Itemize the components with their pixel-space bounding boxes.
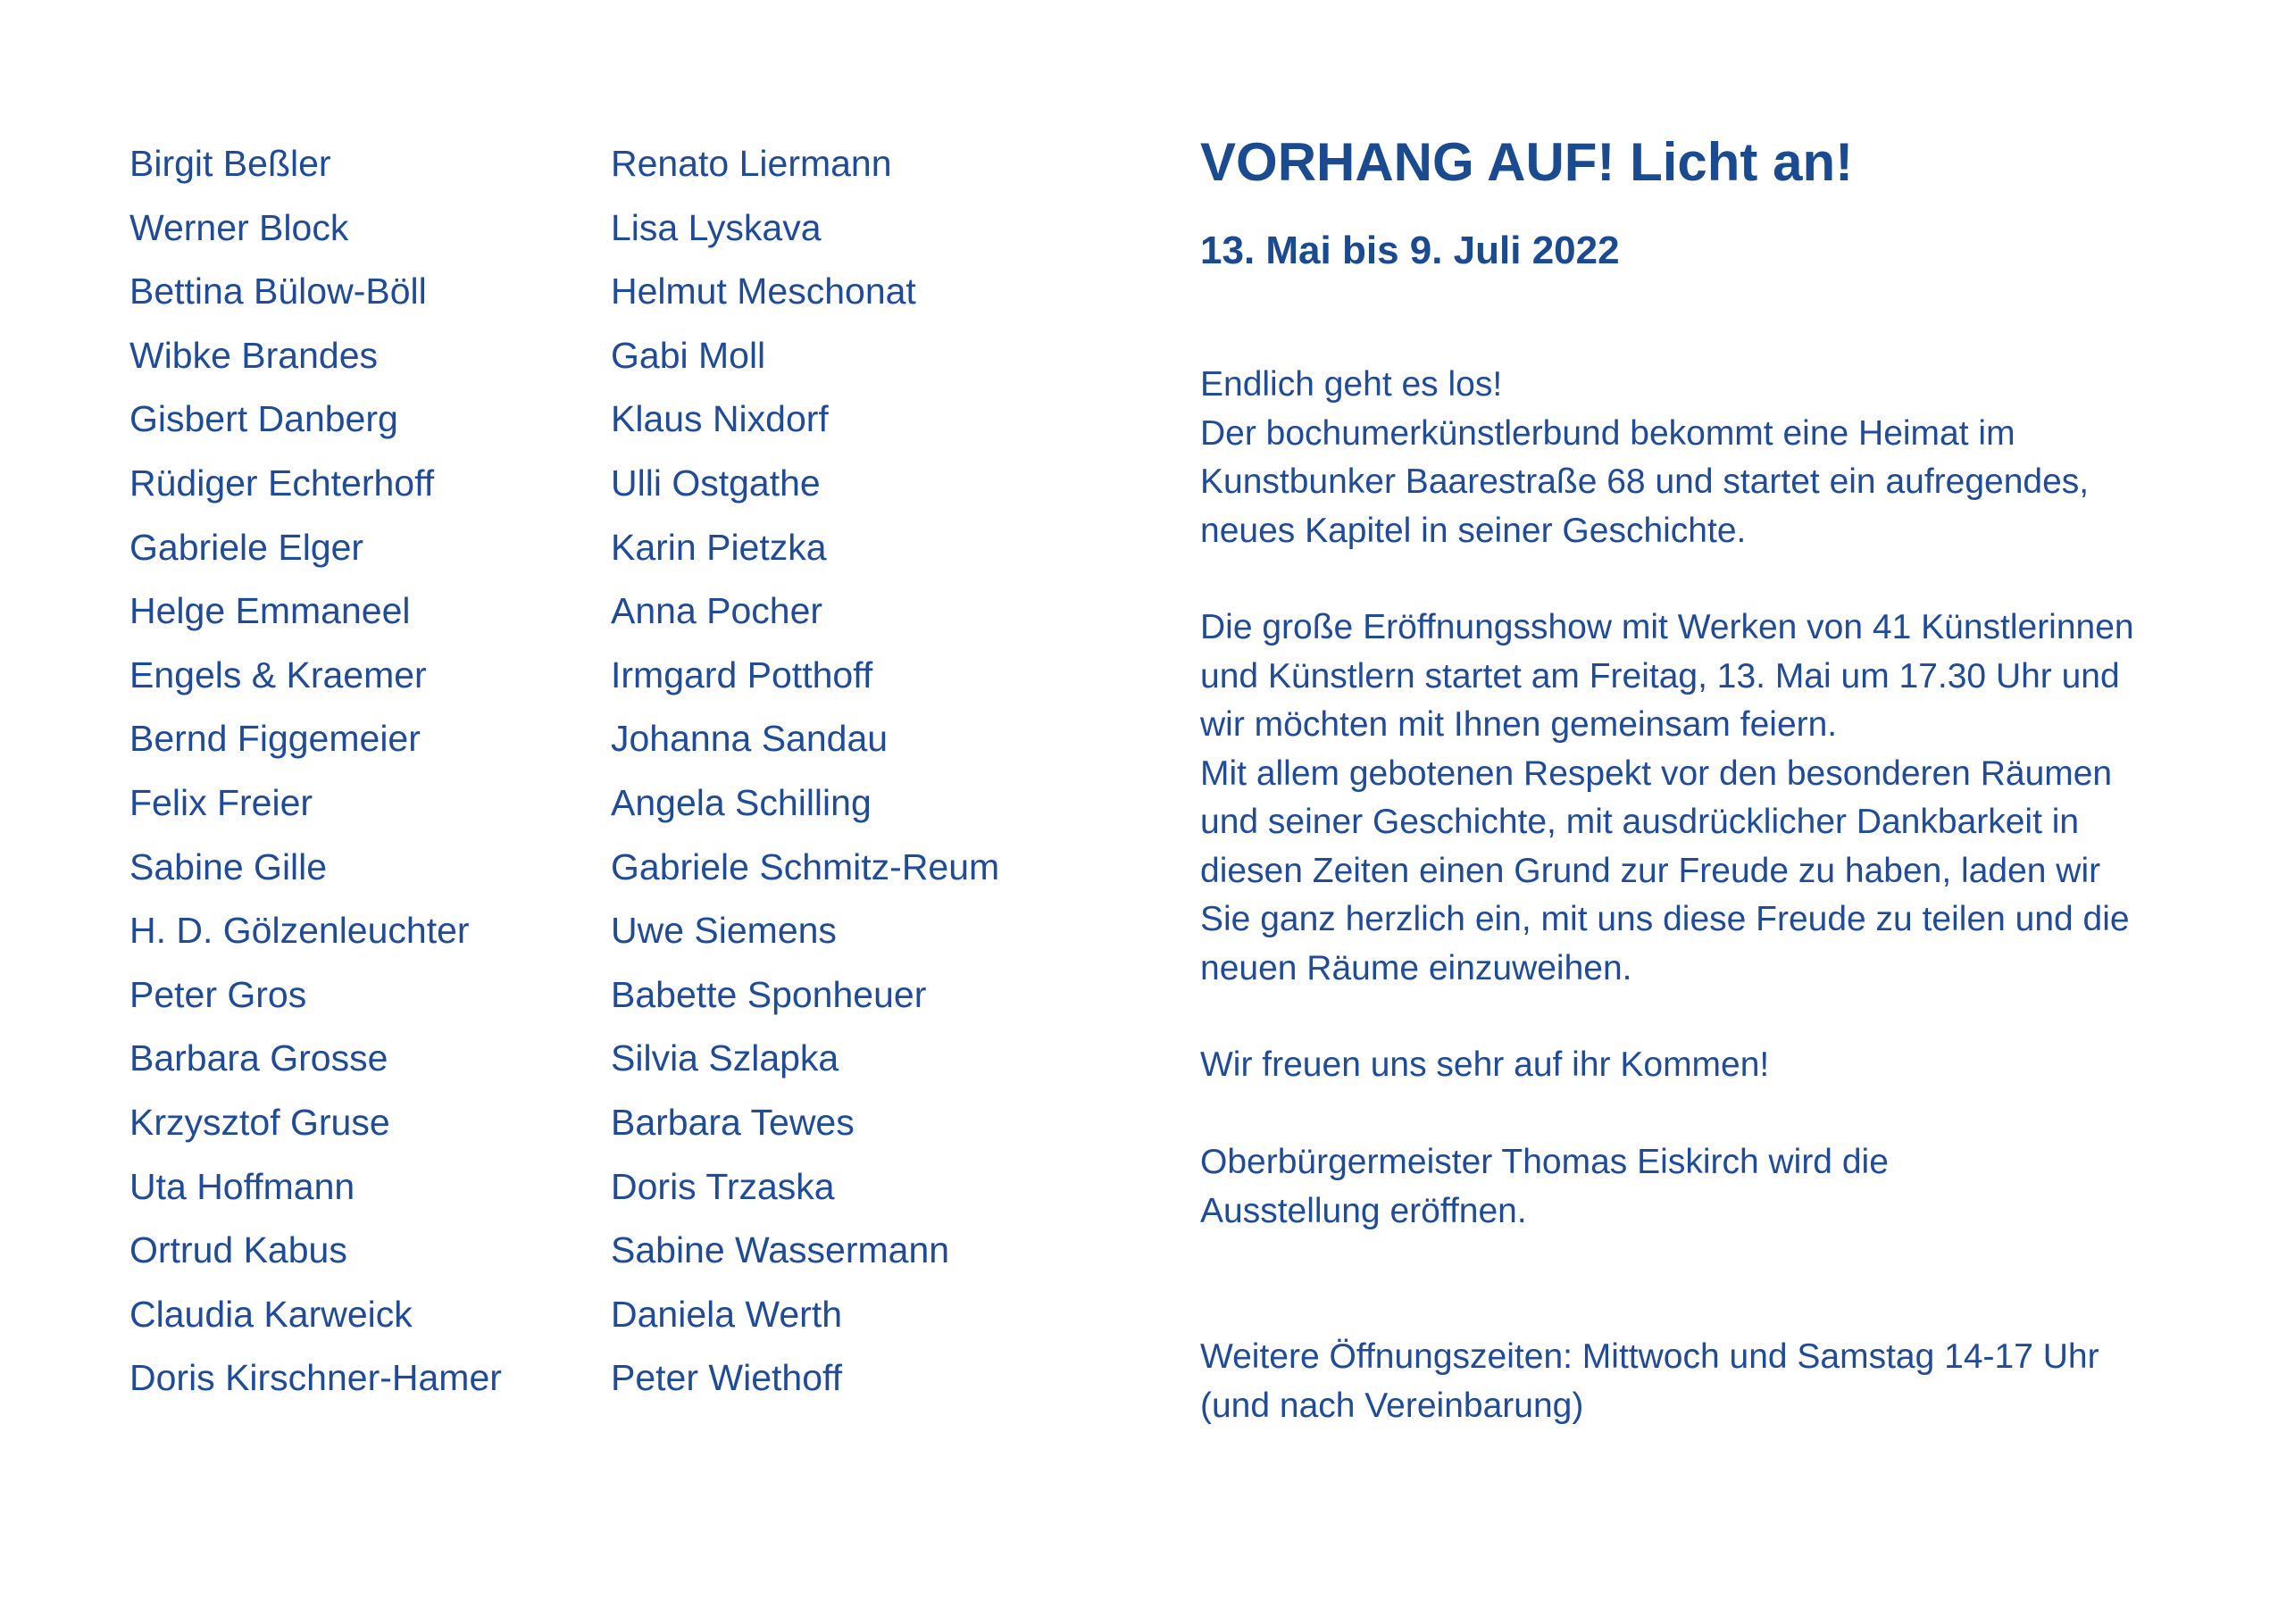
- artist-name: Gisbert Danberg: [129, 398, 398, 440]
- artist-name: Doris Trzaska: [611, 1165, 835, 1207]
- artist-name: Silvia Szlapka: [611, 1037, 839, 1079]
- text-line: und seiner Geschichte, mit ausdrücklicher Dankbarkeit in: [1200, 803, 2080, 841]
- artist-name: Bernd Figgemeier: [129, 718, 421, 760]
- artist-name: Johanna Sandau: [611, 718, 889, 760]
- artist-name: Uta Hoffmann: [129, 1165, 355, 1207]
- exhibition-dates: 13. Mai bis 9. Juli 2022: [1200, 229, 1620, 272]
- artist-name: Gabriele Elger: [129, 526, 364, 568]
- artist-name: Krzysztof Gruse: [129, 1101, 390, 1143]
- mayor-paragraph: [1200, 1138, 1889, 1236]
- artist-name: Bettina Bülow-Böll: [129, 271, 427, 312]
- artist-name: Lisa Lyskava: [611, 206, 822, 248]
- text-line: Die große Eröffnungsshow mit Werken von 41 Künstlerinnen: [1200, 608, 2134, 646]
- artist-name: Uwe Siemens: [611, 910, 837, 952]
- closing-paragraph: [1200, 1041, 1769, 1090]
- text-line: Wir freuen uns sehr auf ihr Kommen!: [1200, 1045, 1770, 1084]
- artist-name: Werner Block: [129, 206, 349, 248]
- artist-name: Gabriele Schmitz-Reum: [611, 845, 1000, 887]
- artist-list-column-1: [129, 132, 576, 1411]
- artist-name: Birgit Beßler: [129, 143, 331, 184]
- artist-name: Wibke Brandes: [129, 334, 379, 376]
- text-line: Endlich geht es los!: [1200, 365, 1503, 404]
- artist-name: Angela Schilling: [611, 781, 872, 823]
- opening-hours-paragraph: [1200, 1333, 2099, 1430]
- artist-name: Ortrud Kabus: [129, 1229, 347, 1271]
- artist-name: Claudia Karweick: [129, 1293, 413, 1335]
- text-line: Mit allem gebotenen Respekt vor den besonderen Räumen: [1200, 754, 2113, 793]
- text-line: neuen Räume einzuweihen.: [1200, 948, 1632, 987]
- artist-name: Doris Kirschner-Hamer: [129, 1357, 502, 1399]
- artist-name: Barbara Grosse: [129, 1037, 388, 1079]
- text-line: Der bochumerkünstlerbund bekommt eine Heimat im: [1200, 413, 2015, 453]
- artist-name: Gabi Moll: [611, 334, 766, 376]
- intro-paragraph: [1200, 361, 2089, 555]
- exhibition-title: VORHANG AUF! Licht an!: [1200, 132, 1854, 192]
- text-line: Kunstbunker Baarestraße 68 und startet ein aufregendes,: [1200, 462, 2090, 501]
- artist-name: Sabine Gille: [129, 845, 328, 887]
- artist-name: H. D. Gölzenleuchter: [129, 910, 470, 952]
- artist-name: Anna Pocher: [611, 590, 823, 632]
- text-line: (und nach Vereinbarung): [1200, 1386, 1584, 1425]
- artist-name: Barbara Tewes: [611, 1101, 855, 1143]
- artist-name: Rüdiger Echterhoff: [129, 462, 435, 504]
- artist-name: Babette Sponheuer: [611, 973, 927, 1015]
- text-line: neues Kapitel in seiner Geschichte.: [1200, 511, 1747, 550]
- artist-name: Karin Pietzka: [611, 526, 827, 568]
- artist-name: Renato Liermann: [611, 143, 892, 184]
- artist-name: Klaus Nixdorf: [611, 398, 829, 440]
- text-line: Oberbürgermeister Thomas Eiskirch wird die: [1200, 1143, 1889, 1181]
- opening-paragraph: [1200, 604, 2134, 993]
- artist-name: Daniela Werth: [611, 1293, 843, 1335]
- text-line: und Künstlern startet am Freitag, 13. Mai um 17.30 Uhr und: [1200, 656, 2120, 695]
- artist-name: Irmgard Potthoff: [611, 654, 873, 695]
- artist-list-column-2: [611, 132, 1147, 1411]
- artist-name: Sabine Wassermann: [611, 1229, 950, 1271]
- text-line: Weitere Öffnungszeiten: Mittwoch und Samstag 14-17 Uhr: [1200, 1337, 2099, 1376]
- text-line: Ausstellung eröffnen.: [1200, 1191, 1527, 1230]
- text-line: wir möchten mit Ihnen gemeinsam feiern.: [1200, 705, 1838, 744]
- artist-name: Helge Emmaneel: [129, 590, 411, 632]
- text-line: Sie ganz herzlich ein, mit uns diese Freude zu teilen und die: [1200, 900, 2130, 938]
- artist-name: Helmut Meschonat: [611, 271, 916, 312]
- text-line: diesen Zeiten einen Grund zur Freude zu haben, laden wir: [1200, 851, 2101, 890]
- artist-name: Ulli Ostgathe: [611, 462, 821, 504]
- artist-name: Engels & Kraemer: [129, 654, 427, 695]
- artist-name: Peter Gros: [129, 973, 307, 1015]
- artist-name: Felix Freier: [129, 781, 313, 823]
- artist-name: Peter Wiethoff: [611, 1357, 843, 1399]
